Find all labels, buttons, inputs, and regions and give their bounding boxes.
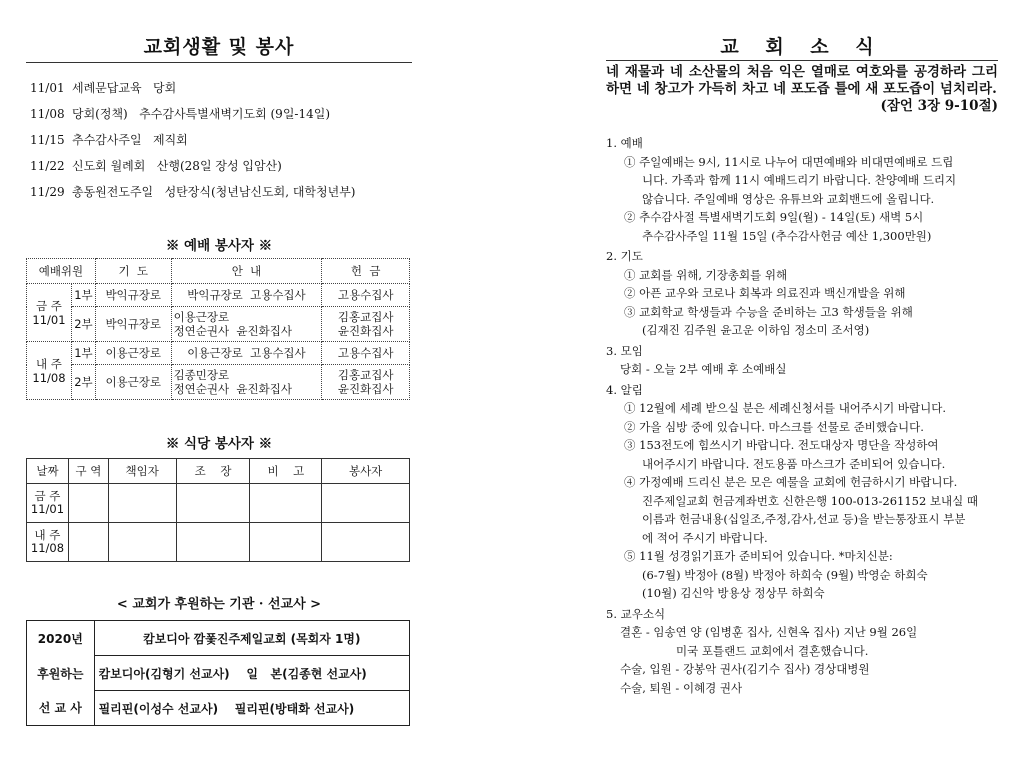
header-cell: 구 역 xyxy=(68,459,108,484)
empty-cell xyxy=(250,523,322,562)
empty-cell xyxy=(322,484,410,523)
news-line: ④ 가정예배 드리신 분은 모은 예물을 교회에 헌금하시기 바랍니다. xyxy=(624,475,958,489)
table-row xyxy=(27,365,410,400)
news-line: 진주제일교회 헌금계좌번호 신한은행 100-013-261152 보내실 때 xyxy=(642,493,979,508)
part-cell: 2부 xyxy=(71,307,95,342)
left-page-title: 교회생활 및 봉사 xyxy=(143,36,295,58)
news-line: ② 가을 심방 중에 있습니다. 마스크를 선물로 준비했습니다. xyxy=(624,419,924,434)
church-news xyxy=(606,132,998,697)
news-line: 에 적어 주시기 바랍니다. xyxy=(642,530,768,545)
news-line: 이름과 헌금내용(십일조,주정,감사,선교 등)을 받는통장표시 부분 xyxy=(642,512,966,526)
schedule-date: 11/01 xyxy=(30,81,65,95)
table-header-row xyxy=(27,459,410,484)
table-row xyxy=(27,307,410,342)
schedule-text: 신도회 월례회 산행(28일 장성 입암산) xyxy=(72,159,282,173)
prayer-cell: 박익규장로 xyxy=(95,284,171,307)
offering-cell: 김홍교집사 윤진화집사 xyxy=(322,307,410,342)
header-cell: 안 내 xyxy=(171,259,322,284)
table-header-row xyxy=(27,259,410,284)
news-line: ② 추수감사절 특별새벽기도회 9일(월) - 14일(토) 새벽 5시 xyxy=(624,210,924,224)
part-cell: 1부 xyxy=(71,284,95,307)
support-title: < 교회가 후원하는 기관 · 선교사 > xyxy=(116,597,322,612)
empty-cell xyxy=(176,523,250,562)
empty-cell xyxy=(108,484,176,523)
label-cell: 후원하는 xyxy=(27,656,95,691)
kitchen-volunteers-title: ※ 식당 봉사자 ※ xyxy=(165,436,273,452)
schedule-text: 추수감사주일 제직회 xyxy=(72,133,188,147)
news-line: 추수감사주일 11월 15일 (추수감사헌금 예산 1,300만원) xyxy=(642,228,932,243)
offering-cell: 고용수집사 xyxy=(322,342,410,365)
header-cell: 날짜 xyxy=(27,459,69,484)
worship-volunteers-title: ※ 예배 봉사자 ※ xyxy=(165,238,273,254)
section-heading: 2. 기도 xyxy=(606,249,643,263)
schedule-list xyxy=(30,80,355,210)
offering-cell: 김홍교집사 윤진화집사 xyxy=(322,365,410,400)
table-row xyxy=(27,523,410,562)
news-line: (10월) 김신악 방용상 정상무 하희숙 xyxy=(642,586,825,600)
empty-cell xyxy=(68,484,108,523)
prayer-cell: 이용근장로 xyxy=(95,365,171,400)
news-line: ① 주일예배는 9시, 11시로 나누어 대면예배와 비대면예배로 드립 xyxy=(624,154,954,169)
table-row xyxy=(27,691,410,726)
table-row xyxy=(27,621,410,656)
supported-missionaries-table xyxy=(26,620,410,726)
prayer-cell: 박익규장로 xyxy=(95,307,171,342)
empty-cell xyxy=(176,484,250,523)
support-cell: 캄보디아(김형기 선교사) 일 본(김종현 선교사) xyxy=(94,656,409,691)
news-section xyxy=(606,381,998,603)
worship-volunteers-table xyxy=(26,258,410,400)
news-line: ⑤ 11월 성경읽기표가 준비되어 있습니다. *마치신분: xyxy=(624,549,893,563)
table-row xyxy=(27,656,410,691)
news-line: ① 교회를 위해, 기장총회를 위해 xyxy=(624,267,788,282)
header-cell: 조 장 xyxy=(176,459,250,484)
week-cell: 내 주 11/08 xyxy=(27,342,72,400)
empty-cell xyxy=(250,484,322,523)
prayer-cell: 이용근장로 xyxy=(95,342,171,365)
header-cell: 기 도 xyxy=(95,259,171,284)
header-cell: 비 고 xyxy=(250,459,322,484)
schedule-text: 세례문답교육 당회 xyxy=(72,81,177,95)
label-cell: 2020년 xyxy=(27,621,95,656)
right-page-title: 교 회 소 식 xyxy=(720,36,884,58)
news-line: ① 12월에 세례 받으실 분은 세례신청서를 내어주시기 바랍니다. xyxy=(624,401,946,415)
date-cell: 내 주 11/08 xyxy=(27,523,69,562)
news-line: (김재진 김주원 윤고운 이하임 정소미 조서영) xyxy=(642,323,870,337)
news-section xyxy=(606,247,998,340)
schedule-text: 총동원전도주일 성탄장식(청년남신도회, 대학청년부) xyxy=(72,185,356,199)
kitchen-volunteers-table xyxy=(26,458,410,562)
guide-cell: 김종민장로 정연순권사 윤진화집사 xyxy=(171,365,322,400)
verse-reference: (잠언 3장 9-10절) xyxy=(880,98,998,114)
news-line: 니다. 가족과 함께 11시 예배드리기 바랍니다. 찬양예배 드리지 xyxy=(642,173,957,187)
label-cell: 선 교 사 xyxy=(27,691,95,726)
news-line: 않습니다. 주일예배 영상은 유튜브와 교회밴드에 올립니다. xyxy=(642,191,935,206)
left-title-rule xyxy=(26,62,412,63)
empty-cell xyxy=(108,523,176,562)
schedule-date: 11/29 xyxy=(30,185,65,199)
news-section xyxy=(606,134,998,245)
section-heading: 5. 교우소식 xyxy=(606,606,666,621)
support-cell: 캄보디아 깜퐃진주제일교회 (목회자 1명) xyxy=(94,621,409,656)
schedule-date: 11/22 xyxy=(30,159,65,173)
header-cell: 예배위원 xyxy=(27,259,96,284)
news-line: ③ 교회학교 학생들과 수능을 준비하는 고3 학생들을 위해 xyxy=(624,304,913,319)
table-row xyxy=(27,284,410,307)
support-cell: 필리핀(이성수 선교사) 필리핀(방태화 선교사) xyxy=(94,691,409,726)
schedule-date: 11/15 xyxy=(30,133,65,147)
news-line: ③ 153전도에 힘쓰시기 바랍니다. 전도대상자 명단을 작성하여 xyxy=(624,438,939,452)
section-heading: 3. 모임 xyxy=(606,343,643,358)
offering-cell: 고용수집사 xyxy=(322,284,410,307)
schedule-item xyxy=(30,158,355,184)
news-line: 결혼 - 임송연 양 (임병훈 집사, 신현옥 집사) 지난 9월 26일 xyxy=(620,625,918,639)
schedule-text: 당회(정책) 추수감사특별새벽기도회 (9일-14일) xyxy=(72,107,331,121)
news-line: 당회 - 오늘 2부 예배 후 소예배실 xyxy=(620,362,787,376)
verse-text: 네 재물과 네 소산물의 처음 익은 열매로 여호와를 공경하라 그리하면 네 창고가 가득히 차고 네 포도즙 틀에 새 포도즙이 넘치리라. xyxy=(606,64,998,97)
header-cell: 헌 금 xyxy=(322,259,410,284)
part-cell: 2부 xyxy=(71,365,95,400)
section-heading: 1. 예배 xyxy=(606,136,643,150)
schedule-item xyxy=(30,184,355,210)
news-line: 수술, 입원 - 강봉악 권사(김기수 집사) 경상대병원 xyxy=(620,662,870,676)
schedule-item xyxy=(30,80,355,106)
date-cell: 금 주 11/01 xyxy=(27,484,69,523)
empty-cell xyxy=(322,523,410,562)
week-cell: 금 주 11/01 xyxy=(27,284,72,342)
table-row xyxy=(27,484,410,523)
news-line: 수술, 퇴원 - 이혜경 권사 xyxy=(620,680,743,695)
guide-cell: 박익규장로 고용수집사 xyxy=(171,284,322,307)
news-line: (6-7월) 박정아 (8월) 박정아 하희숙 (9월) 박영순 하희숙 xyxy=(642,567,928,582)
schedule-date: 11/08 xyxy=(30,107,65,121)
empty-cell xyxy=(68,523,108,562)
schedule-item xyxy=(30,106,355,132)
news-section xyxy=(606,605,998,698)
news-line: 미국 포틀랜드 교회에서 결혼했습니다. xyxy=(676,643,869,658)
table-row xyxy=(27,342,410,365)
news-line: 내어주시기 바랍니다. 전도용품 마스크가 준비되어 있습니다. xyxy=(642,456,946,471)
scripture-verse xyxy=(606,64,998,115)
news-section xyxy=(606,342,998,379)
guide-cell: 이용근장로 고용수집사 xyxy=(171,342,322,365)
header-cell: 책임자 xyxy=(108,459,176,484)
right-title-rule xyxy=(606,60,998,61)
section-heading: 4. 알림 xyxy=(606,382,643,397)
schedule-item xyxy=(30,132,355,158)
part-cell: 1부 xyxy=(71,342,95,365)
header-cell: 봉사자 xyxy=(322,459,410,484)
news-line: ② 아픈 교우와 코로나 회복과 의료진과 백신개발을 위해 xyxy=(624,286,906,300)
guide-cell: 이용근장로 정연순권사 윤진화집사 xyxy=(171,307,322,342)
